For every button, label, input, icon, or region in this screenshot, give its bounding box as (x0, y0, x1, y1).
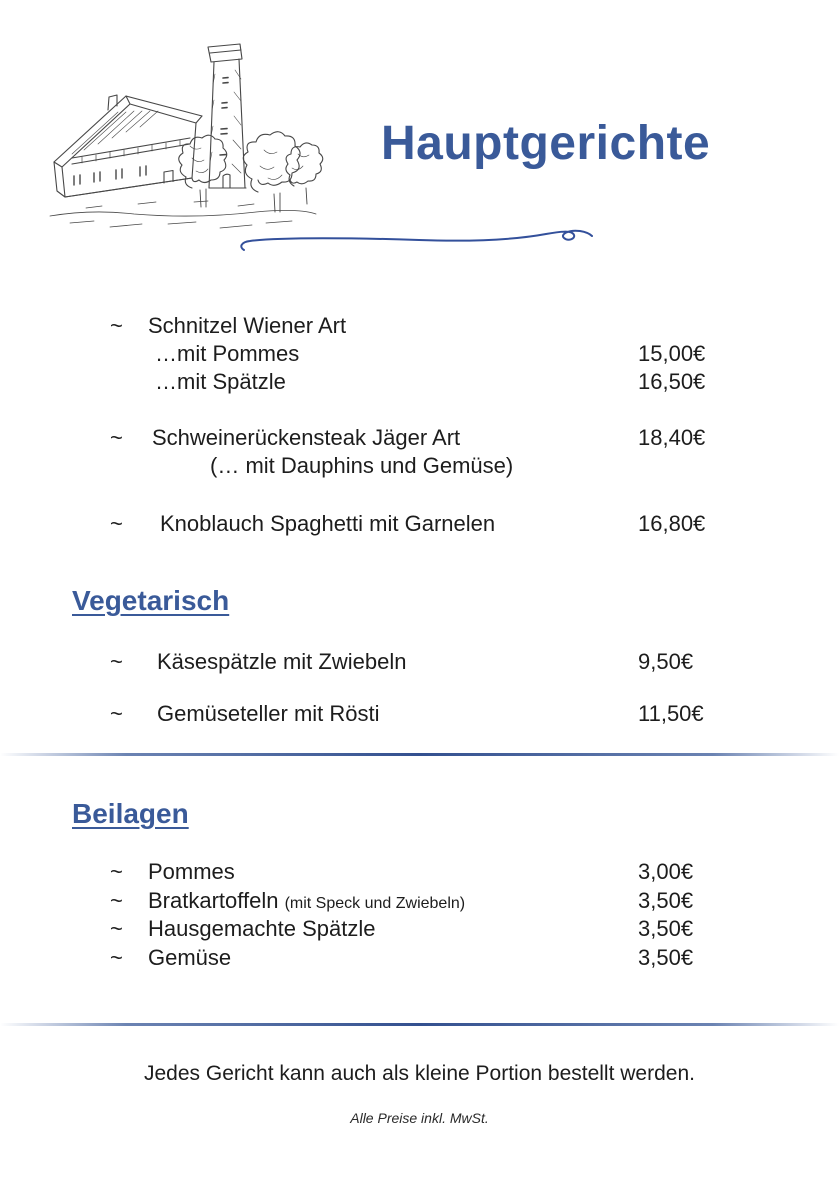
tilde-marker: ~ (110, 887, 123, 913)
dish-name: Hausgemachte Spätzle (148, 916, 376, 941)
dish-name: Knoblauch Spaghetti mit Garnelen (160, 511, 496, 536)
variant-text: …mit Pommes (155, 341, 300, 366)
section-heading-vegetarisch: Vegetarisch (72, 585, 230, 616)
tilde-marker: ~ (110, 425, 123, 450)
dish-price: 3,50€ (638, 916, 694, 941)
dish-price: 18,40€ (638, 425, 706, 450)
menu-item (72, 510, 767, 538)
dish-price: 16,50€ (638, 369, 706, 394)
section-divider (0, 753, 839, 756)
dish-name: Schnitzel Wiener Art (148, 313, 347, 338)
menu-item-variant (72, 368, 767, 396)
menu-item (72, 915, 767, 944)
dish-name-text: Bratkartoffeln (148, 887, 279, 913)
menu-item (72, 648, 767, 676)
dish-price: 3,00€ (638, 859, 694, 884)
dish-price: 15,00€ (638, 341, 706, 366)
dish-price: 3,50€ (638, 944, 694, 970)
tilde-marker: ~ (110, 944, 123, 970)
dish-price: 3,50€ (638, 887, 694, 913)
menu-item (72, 312, 767, 340)
dish-price: 9,50€ (638, 649, 694, 674)
tilde-marker: ~ (110, 916, 123, 941)
tilde-marker: ~ (110, 511, 123, 536)
menu-item (72, 944, 767, 973)
dish-price: 16,80€ (638, 511, 706, 536)
dish-name: Gemüseteller mit Rösti (157, 701, 380, 726)
menu-item (72, 858, 767, 887)
tilde-marker: ~ (110, 313, 123, 338)
tilde-marker: ~ (110, 649, 123, 674)
dish-inline-note: (mit Speck und Zwiebeln) (284, 894, 466, 912)
dish-name: Schweinerückensteak Jäger Art (152, 425, 461, 450)
variant-text: …mit Spätzle (155, 369, 286, 394)
menu-item-variant (72, 340, 767, 368)
tilde-marker: ~ (110, 701, 123, 726)
dish-name: Pommes (148, 859, 235, 884)
dish-name: Käsespätzle mit Zwiebeln (157, 649, 407, 674)
dish-name (148, 887, 465, 918)
dish-note: (… mit Dauphins und Gemüse) (210, 453, 514, 478)
section-divider (0, 1023, 839, 1026)
menu-item (72, 424, 767, 452)
restaurant-building-sketch-icon (42, 26, 324, 240)
dish-price: 11,50€ (638, 701, 704, 726)
menu-item (72, 887, 767, 916)
main-course-section (72, 312, 767, 538)
section-heading-beilagen: Beilagen (72, 798, 189, 829)
tilde-marker: ~ (110, 859, 123, 884)
menu-item (72, 700, 767, 728)
vegetarisch-section (72, 648, 767, 752)
page-title: Hauptgerichte (381, 117, 711, 170)
calligraphic-swash-icon (237, 224, 595, 260)
footer-note: Jedes Gericht kann auch als kleine Portion bestellt werden. (144, 1062, 695, 1085)
beilagen-section (72, 858, 767, 972)
dish-name: Gemüse (148, 944, 232, 970)
menu-item-note (72, 452, 767, 480)
fine-print: Alle Preise inkl. MwSt. (350, 1110, 489, 1126)
